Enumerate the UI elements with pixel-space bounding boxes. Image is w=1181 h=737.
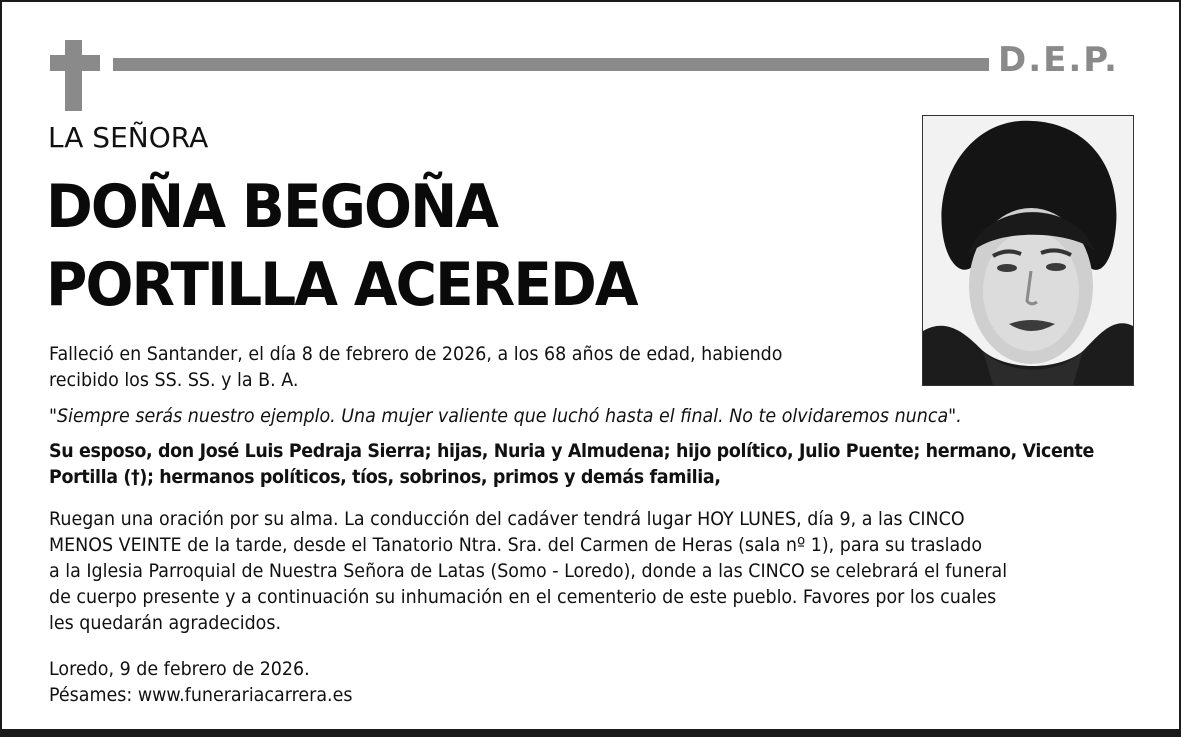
family-list <box>49 438 1094 490</box>
dep-label: D.E.P. <box>998 40 1119 80</box>
funeral-details <box>49 506 1007 636</box>
deceased-name-line2: PORTILLA ACEREDA <box>46 250 637 320</box>
death-statement-line2: recibido los SS. SS. y la B. A. <box>49 369 299 391</box>
condolences-link[interactable]: Pésames: www.funerariacarrera.es <box>49 684 353 706</box>
death-statement-line1: Falleció en Santander, el día 8 de febrero de 2026, a los 68 años de edad, habiendo <box>49 343 783 365</box>
funeral-details-line: Ruegan una oración por su alma. La conducción del cadáver tendrá lugar HOY LUNES, día 9, a las CINCO <box>49 508 965 530</box>
deceased-name-line1: DOÑA BEGOÑA <box>46 172 498 242</box>
cross-icon-crossbar <box>50 55 100 71</box>
funeral-details-line: de cuerpo presente y a continuación su inhumación en el cementerio de este pueblo. Favores por los cuales <box>49 586 997 608</box>
deceased-portrait-photo <box>922 115 1134 386</box>
death-statement <box>49 341 782 393</box>
family-list-line2: Portilla (†); hermanos políticos, tíos, sobrinos, primos y demás familia, <box>49 466 721 488</box>
header-rule <box>113 58 989 71</box>
honorific: LA SEÑORA <box>48 121 209 154</box>
funeral-details-line: a la Iglesia Parroquial de Nuestra Señora de Latas (Somo - Loredo), donde a las CINCO se celebrará el funeral <box>49 560 1008 582</box>
bottom-border <box>2 729 1179 735</box>
family-list-line1: Su esposo, don José Luis Pedraja Sierra; hijas, Nuria y Almudena; hijo político, Julio Puente; hermano, Vicente <box>49 440 1094 462</box>
closing-block <box>49 656 352 708</box>
funeral-details-line: les quedarán agradecidos. <box>49 612 282 634</box>
funeral-details-line: MENOS VEINTE de la tarde, desde el Tanatorio Ntra. Sra. del Carmen de Heras (sala nº 1), para su traslado <box>49 534 983 556</box>
place-date: Loredo, 9 de febrero de 2026. <box>49 658 310 680</box>
memorial-quote: "Siempre serás nuestro ejemplo. Una mujer valiente que luchó hasta el final. No te olvidaremos nunca". <box>49 405 962 427</box>
cross-icon <box>65 40 82 111</box>
